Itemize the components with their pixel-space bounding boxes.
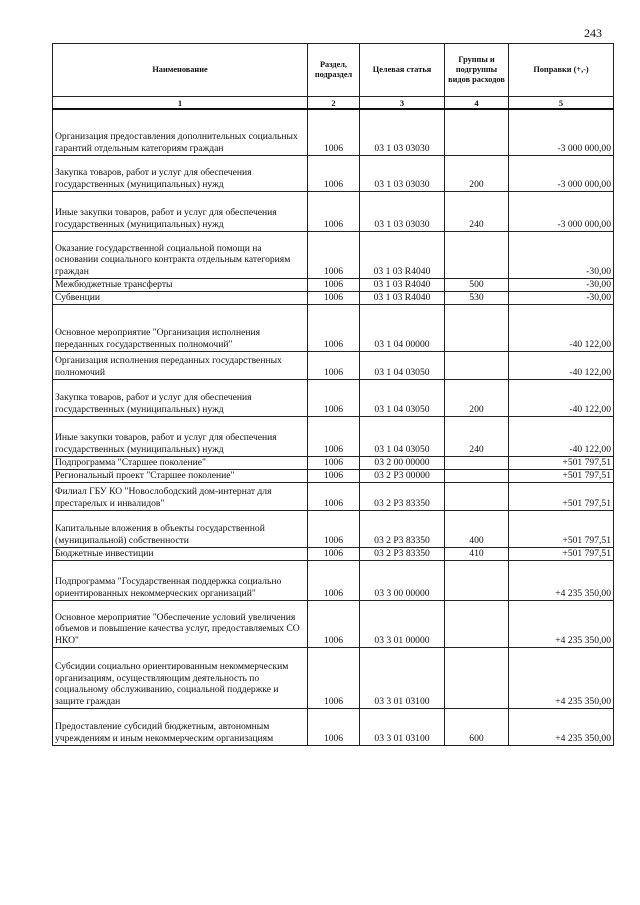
cell-target: 03 2 P3 83350 [360,482,445,510]
cell-section: 1006 [308,109,360,155]
cell-target: 03 2 P3 83350 [360,510,445,547]
table-row [53,547,614,560]
cell-group [445,469,509,482]
cell-group: 500 [445,278,509,291]
cell-section: 1006 [308,647,360,708]
cell-name: Предоставление субсидий бюджетным, автономным учреждениям и иным некоммерческим организациям [53,708,308,745]
cell-name: Субвенции [53,291,308,304]
cell-amount: -40 122,00 [509,379,614,416]
column-number: 1 [53,97,308,110]
header-name: Наименование [53,44,308,97]
cell-group [445,600,509,647]
cell-amount: -3 000 000,00 [509,191,614,231]
cell-group [445,304,509,351]
cell-section: 1006 [308,482,360,510]
cell-amount: -30,00 [509,278,614,291]
cell-section: 1006 [308,708,360,745]
header-target: Целевая статья [360,44,445,97]
cell-target: 03 2 00 00000 [360,456,445,469]
cell-section: 1006 [308,510,360,547]
cell-target: 03 3 01 03100 [360,708,445,745]
table-row [53,231,614,278]
header-amount: Поправки (+,-) [509,44,614,97]
cell-target: 03 2 P3 83350 [360,547,445,560]
cell-group [445,351,509,379]
table-row [53,560,614,600]
cell-group [445,482,509,510]
cell-name: Бюджетные инвестиции [53,547,308,560]
cell-amount: +501 797,51 [509,456,614,469]
cell-section: 1006 [308,456,360,469]
cell-amount: +501 797,51 [509,547,614,560]
cell-target: 03 1 04 03050 [360,379,445,416]
cell-group: 200 [445,155,509,191]
cell-target: 03 1 04 00000 [360,304,445,351]
table-row [53,647,614,708]
table-row [53,482,614,510]
column-number-row [53,97,614,110]
column-number: 3 [360,97,445,110]
cell-target: 03 1 03 R4040 [360,231,445,278]
cell-group [445,109,509,155]
cell-amount: -3 000 000,00 [509,155,614,191]
cell-section: 1006 [308,469,360,482]
cell-group: 410 [445,547,509,560]
column-number: 2 [308,97,360,110]
cell-target: 03 1 04 03050 [360,416,445,456]
cell-name: Капитальные вложения в объекты государственной (муниципальной) собственности [53,510,308,547]
table-row [53,109,614,155]
cell-name: Субсидии социально ориентированным некоммерческим организациям, осуществляющим деятельность по социальному обслуживанию, социальной поддержке и защите граждан [53,647,308,708]
table-row [53,708,614,745]
cell-amount: -3 000 000,00 [509,109,614,155]
header-group: Группы и подгруппы видов расходов [445,44,509,97]
table-row [53,469,614,482]
cell-section: 1006 [308,291,360,304]
cell-group [445,231,509,278]
cell-section: 1006 [308,278,360,291]
cell-group: 600 [445,708,509,745]
cell-name: Оказание государственной социальной помощи на основании социального контракта отдельным категориям граждан [53,231,308,278]
table-row [53,600,614,647]
cell-amount: +4 235 350,00 [509,708,614,745]
cell-amount: +501 797,51 [509,510,614,547]
cell-target: 03 1 03 03030 [360,191,445,231]
cell-target: 03 3 00 00000 [360,560,445,600]
table-row [53,304,614,351]
cell-section: 1006 [308,547,360,560]
table-header-row [53,44,614,97]
table-row [53,291,614,304]
cell-target: 03 1 03 R4040 [360,291,445,304]
cell-name: Региональный проект "Старшее поколение" [53,469,308,482]
cell-section: 1006 [308,416,360,456]
cell-amount: -30,00 [509,231,614,278]
cell-section: 1006 [308,351,360,379]
cell-name: Подпрограмма "Старшее поколение" [53,456,308,469]
cell-name: Межбюджетные трансферты [53,278,308,291]
cell-amount: +4 235 350,00 [509,560,614,600]
cell-name: Закупка товаров, работ и услуг для обеспечения государственных (муниципальных) нужд [53,155,308,191]
cell-section: 1006 [308,379,360,416]
cell-group: 240 [445,191,509,231]
table-row [53,191,614,231]
cell-group: 240 [445,416,509,456]
cell-name: Филиал ГБУ КО "Новослободский дом-интернат для престарелых и инвалидов" [53,482,308,510]
budget-amendments-table [52,43,614,746]
cell-amount: -40 122,00 [509,351,614,379]
table-row [53,155,614,191]
cell-group [445,560,509,600]
cell-name: Организация предоставления дополнительных социальных гарантий отдельным категориям граждан [53,109,308,155]
cell-group [445,647,509,708]
table-row [53,456,614,469]
cell-amount: +4 235 350,00 [509,600,614,647]
cell-name: Основное мероприятие "Обеспечение условий увеличения объемов и повышение качества услуг, предоставляемых СО НКО" [53,600,308,647]
cell-group: 530 [445,291,509,304]
cell-amount: -30,00 [509,291,614,304]
cell-section: 1006 [308,155,360,191]
cell-section: 1006 [308,600,360,647]
cell-section: 1006 [308,231,360,278]
cell-section: 1006 [308,191,360,231]
table-row [53,351,614,379]
table-row [53,416,614,456]
cell-name: Закупка товаров, работ и услуг для обеспечения государственных (муниципальных) нужд [53,379,308,416]
header-section: Раздел, подраздел [308,44,360,97]
cell-section: 1006 [308,560,360,600]
cell-amount: +4 235 350,00 [509,647,614,708]
cell-amount: +501 797,51 [509,469,614,482]
cell-amount: -40 122,00 [509,304,614,351]
cell-group: 200 [445,379,509,416]
cell-target: 03 1 04 03050 [360,351,445,379]
cell-group [445,456,509,469]
table-row [53,278,614,291]
cell-name: Иные закупки товаров, работ и услуг для обеспечения государственных (муниципальных) нужд [53,191,308,231]
cell-target: 03 1 03 R4040 [360,278,445,291]
cell-target: 03 3 01 00000 [360,600,445,647]
cell-section: 1006 [308,304,360,351]
cell-amount: +501 797,51 [509,482,614,510]
column-number: 5 [509,97,614,110]
cell-name: Основное мероприятие "Организация исполнения переданных государственных полномочий" [53,304,308,351]
column-number: 4 [445,97,509,110]
cell-amount: -40 122,00 [509,416,614,456]
cell-name: Подпрограмма "Государственная поддержка социально ориентированных некоммерческих организаций" [53,560,308,600]
cell-target: 03 1 03 03030 [360,155,445,191]
page-number: 243 [584,26,602,40]
cell-group: 400 [445,510,509,547]
cell-name: Иные закупки товаров, работ и услуг для обеспечения государственных (муниципальных) нужд [53,416,308,456]
table-row [53,510,614,547]
cell-target: 03 1 03 03030 [360,109,445,155]
cell-name: Организация исполнения переданных государственных полномочий [53,351,308,379]
table-row [53,379,614,416]
cell-target: 03 2 P3 00000 [360,469,445,482]
cell-target: 03 3 01 03100 [360,647,445,708]
